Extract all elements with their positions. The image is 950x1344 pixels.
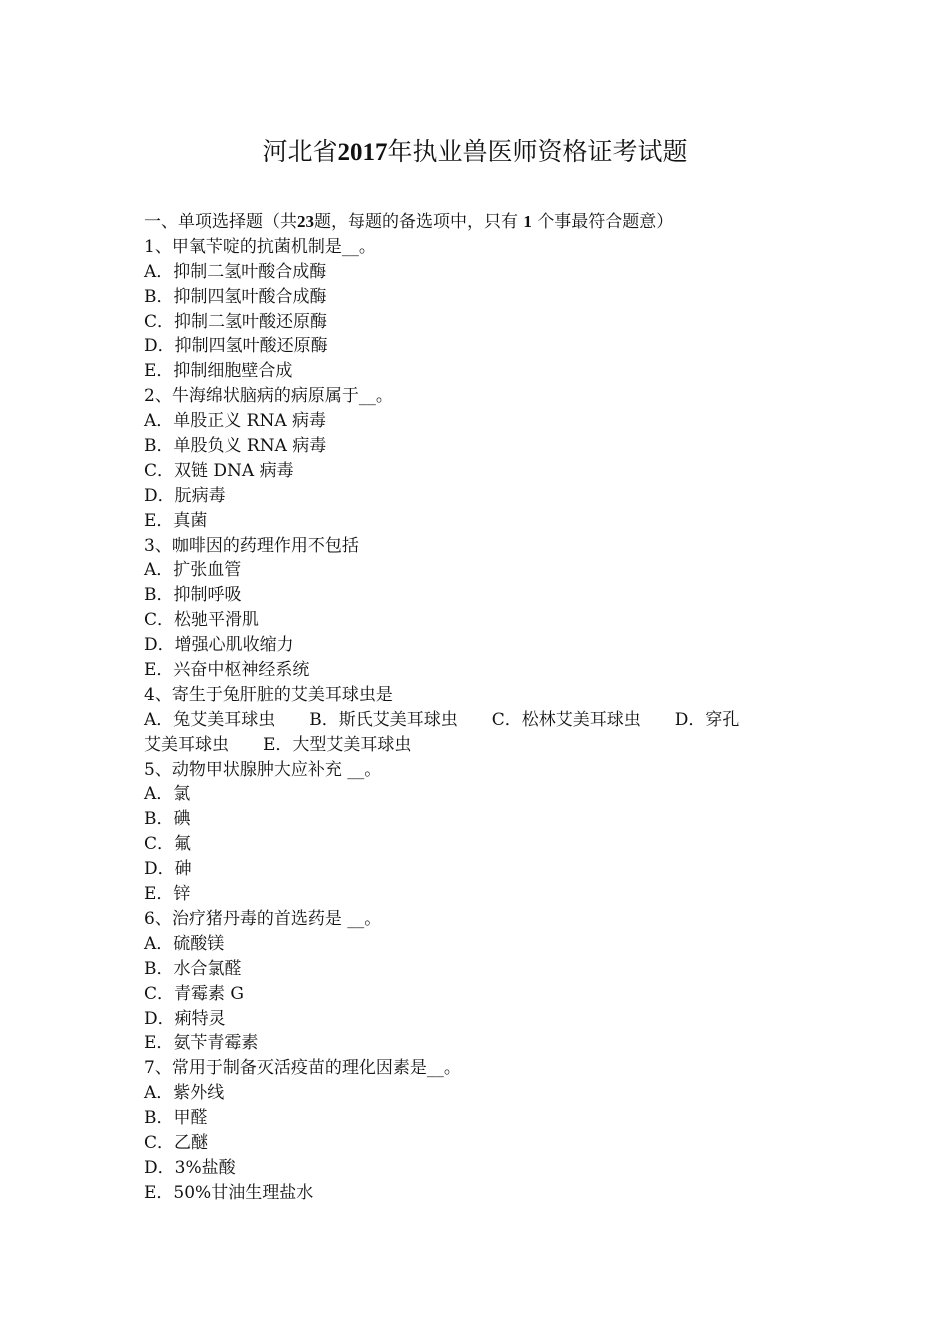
option-d: D．穿孔 — [674, 709, 740, 730]
question-1 — [144, 235, 824, 384]
question-stem: 6、治疗猪丹毒的首选药是 __。 — [144, 908, 382, 929]
option-b: B．抑制呼吸 — [144, 585, 242, 606]
question-stem: 4、寄生于兔肝脏的艾美耳球虫是 — [144, 684, 393, 705]
option-a: A．单股正义 RNA 病毒 — [144, 411, 327, 432]
option-d: D．痢特灵 — [144, 1008, 226, 1029]
title-year: 2017 — [337, 139, 388, 166]
option-e: E．兴奋中枢神经系统 — [144, 660, 310, 681]
title-suffix: 年执业兽医师资格证考试题 — [387, 137, 688, 166]
option-c: C．松驰平滑肌 — [144, 610, 260, 631]
option-d: D．3%盐酸 — [144, 1157, 236, 1178]
option-e: E．氨苄青霉素 — [144, 1033, 259, 1054]
option-b: B．甲醛 — [144, 1108, 208, 1129]
option-a: A．硫酸镁 — [144, 933, 225, 954]
option-e: E．锌 — [144, 884, 191, 905]
options-row-1 — [144, 708, 824, 733]
option-a: A．扩张血管 — [144, 560, 242, 581]
option-c: C．氟 — [144, 834, 192, 855]
option-c: C．青霉素 G — [144, 983, 244, 1004]
question-stem: 2、牛海绵状脑病的病原属于__。 — [144, 386, 393, 407]
option-c: C．松林艾美耳球虫 — [491, 709, 641, 730]
section-heading: 一、单项选择题（共23题，每题的备选项中，只有 1 个事最符合题意） — [144, 212, 674, 232]
options-row-2 — [144, 733, 824, 758]
question-7 — [144, 1056, 824, 1205]
title-prefix: 河北省 — [262, 137, 338, 166]
question-list — [144, 210, 824, 1206]
question-4 — [144, 683, 824, 758]
option-a: A．兔艾美耳球虫 — [144, 709, 276, 730]
question-stem: 5、动物甲状腺肿大应补充 __。 — [144, 759, 382, 780]
question-2 — [144, 384, 824, 533]
question-stem: 3、咖啡因的药理作用不包括 — [144, 535, 359, 556]
option-b: B．碘 — [144, 809, 191, 830]
page-title — [0, 134, 950, 171]
option-e: E．抑制细胞壁合成 — [144, 361, 293, 382]
option-d: D．砷 — [144, 859, 192, 880]
option-d-continued: 艾美耳球虫 — [144, 734, 229, 755]
option-d: D．增强心肌收缩力 — [144, 635, 294, 656]
option-a: A．氯 — [144, 784, 191, 805]
option-b: B．抑制四氢叶酸合成酶 — [144, 286, 327, 307]
question-stem: 1、甲氧苄啶的抗菌机制是__。 — [144, 236, 376, 257]
option-b: B．水合氯醛 — [144, 958, 242, 979]
option-b: B．单股负义 RNA 病毒 — [144, 436, 327, 457]
option-a: A．抑制二氢叶酸合成酶 — [144, 261, 327, 282]
option-b: B．斯氏艾美耳球虫 — [309, 709, 458, 730]
option-d: D．抑制四氢叶酸还原酶 — [144, 336, 328, 357]
option-c: C．双链 DNA 病毒 — [144, 460, 294, 481]
question-stem: 7、常用于制备灭活疫苗的理化因素是__。 — [144, 1058, 461, 1079]
question-6 — [144, 907, 824, 1056]
option-d: D．朊病毒 — [144, 485, 226, 506]
option-c: C．乙醚 — [144, 1132, 209, 1153]
option-e: E．大型艾美耳球虫 — [263, 734, 412, 755]
option-e: E．50%甘油生理盐水 — [144, 1182, 314, 1203]
question-3 — [144, 534, 824, 683]
question-5 — [144, 758, 824, 907]
option-a: A．紫外线 — [144, 1083, 225, 1104]
option-e: E．真菌 — [144, 510, 208, 531]
option-c: C．抑制二氢叶酸还原酶 — [144, 311, 328, 332]
